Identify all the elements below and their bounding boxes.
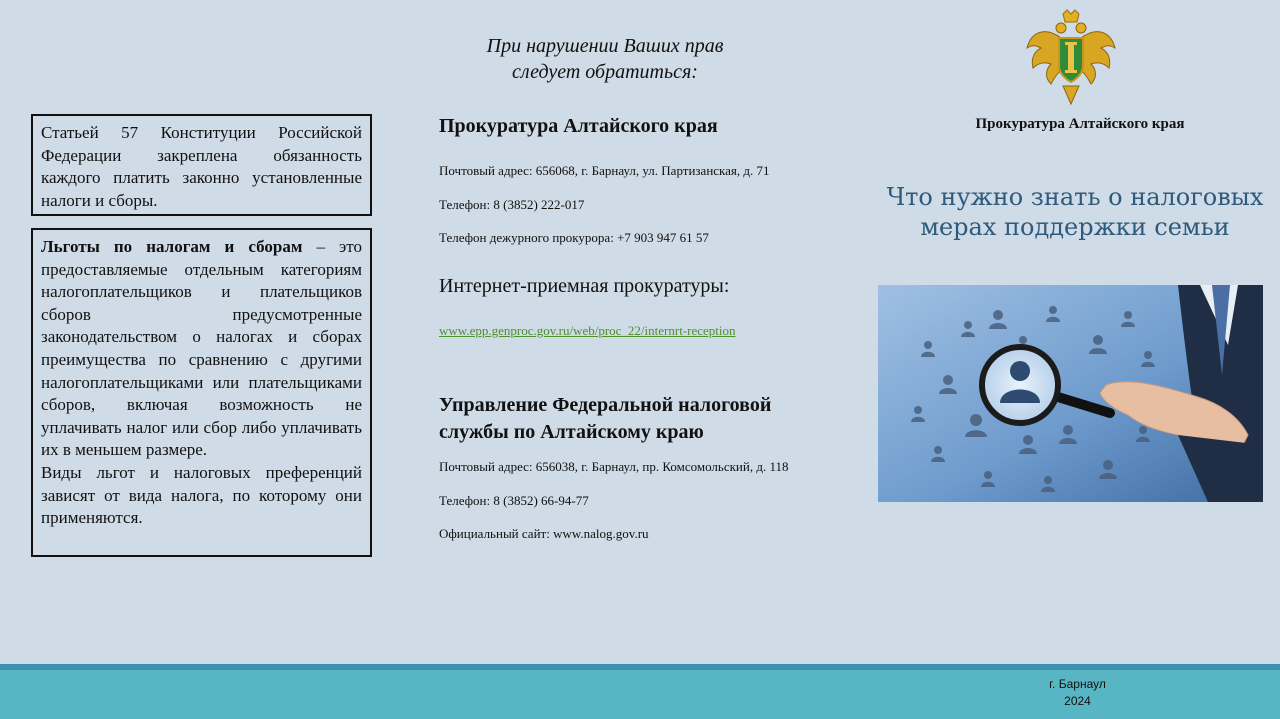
tax-benefits-term: Льготы по налогам и сборам xyxy=(41,237,303,256)
tax-service-address: Почтовый адрес: 656038, г. Барнаул, пр. Комсомольский, д. 118 xyxy=(439,459,789,474)
magnifier-people-photo xyxy=(878,285,1263,502)
brochure-title-line-1: Что нужно знать о налоговых xyxy=(886,183,1264,211)
tax-service-heading-line-2: службы по Алтайскому краю xyxy=(439,421,704,443)
constitution-note-box xyxy=(31,114,372,216)
footer-year: 2024 xyxy=(1064,694,1091,708)
intro-heading xyxy=(430,33,780,85)
footer-text xyxy=(1030,676,1125,710)
brochure-title xyxy=(885,182,1265,242)
tax-benefits-definition xyxy=(41,236,362,462)
internet-reception-heading: Интернет-приемная прокуратуры: xyxy=(439,275,730,297)
constitution-note-text: Статьей 57 Конституции Российской Федерации закреплена обязанность каждого платить законно установленные налоги и сборы. xyxy=(41,123,362,210)
tax-service-heading-line-1: Управление Федеральной налоговой xyxy=(439,394,772,416)
internet-reception-link[interactable]: www.epp.genproc.gov.ru/web/proc_22/internrt-reception xyxy=(439,323,736,338)
intro-line-1: При нарушении Ваших прав xyxy=(486,35,724,57)
prosecutor-emblem-icon xyxy=(1023,8,1119,106)
prosecutor-office-heading: Прокуратура Алтайского края xyxy=(439,115,718,137)
tax-service-website: Официальный сайт: www.nalog.gov.ru xyxy=(439,526,649,541)
prosecutor-address: Почтовый адрес: 656068, г. Барнаул, ул. Партизанская, д. 71 xyxy=(439,163,770,178)
tax-service-heading xyxy=(439,392,771,446)
tax-benefits-types-text: Виды льгот и налоговых преференций зависят от вида налога, по которому они применяются. xyxy=(41,462,362,528)
brochure-title-line-2: мерах поддержки семьи xyxy=(920,213,1230,241)
intro-line-2: следует обратиться: xyxy=(512,61,698,83)
prosecutor-duty-phone: Телефон дежурного прокурора: +7 903 947 61 57 xyxy=(439,230,709,245)
prosecutor-phone: Телефон: 8 (3852) 222-017 xyxy=(439,197,585,212)
tax-benefits-definition-text: – это предоставляемые отдельным категориям налогоплательщиков и плательщиков сборов предусмотренные законодательством о налогах и сборах преимущества по сравнению с другими налогоплательщиками или плательщиками сборов, включая возможность не уплачивать налог или сбор либо уплачивать их в меньшем размере. xyxy=(41,237,362,460)
tax-benefits-box xyxy=(31,228,372,557)
tax-service-phone: Телефон: 8 (3852) 66-94-77 xyxy=(439,493,589,508)
brand-name: Прокуратура Алтайского края xyxy=(975,116,1185,132)
footer-city: г. Барнаул xyxy=(1049,677,1106,691)
